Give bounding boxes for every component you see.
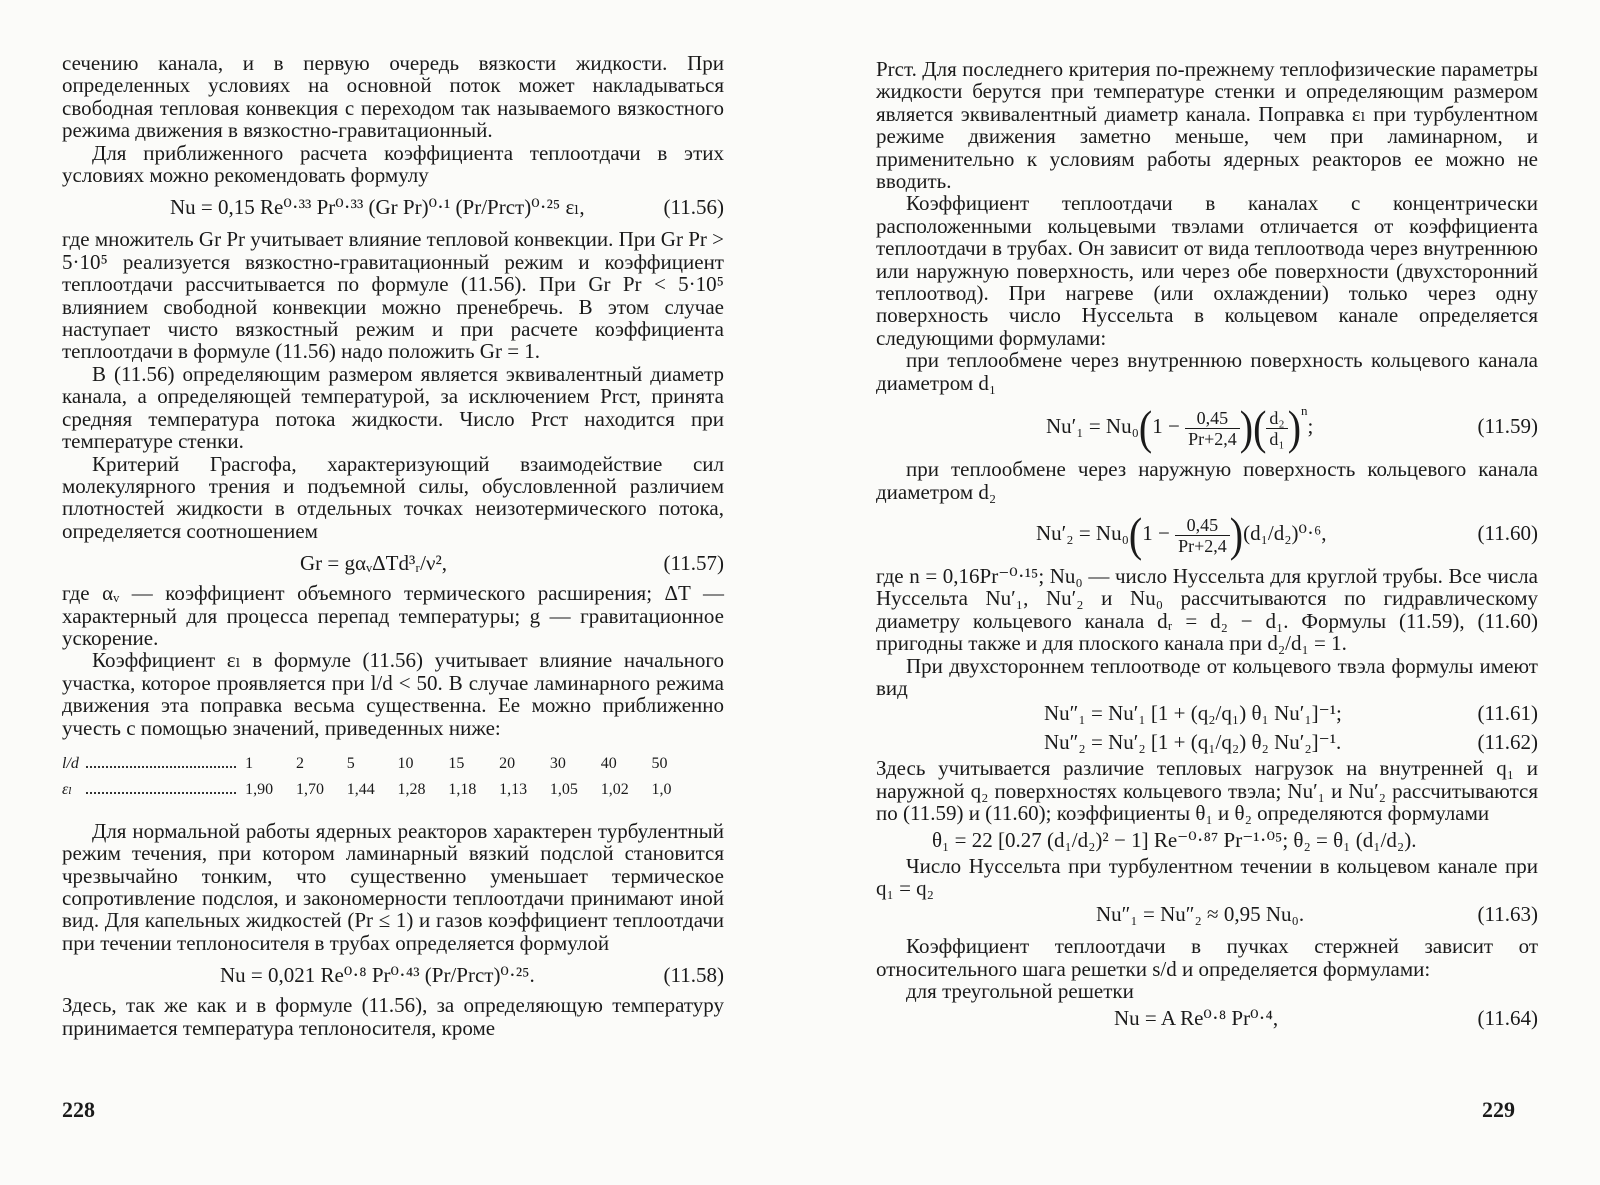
equation-formula: Nu″₂ = Nu′₂ [1 + (q₁/q₂) θ₂ Nu′₂]⁻¹.	[1044, 730, 1342, 755]
equation-11-61	[876, 699, 1538, 727]
equation-formula: Gr = gαᵥΔTd³ᵣ/ν²,	[300, 551, 447, 576]
numerator: 0,45	[1175, 515, 1230, 536]
table-cell: 1	[245, 754, 254, 772]
table-cell: 1,44	[346, 781, 375, 799]
table-cell: 1,02	[600, 781, 629, 799]
equation-number: (11.56)	[663, 195, 724, 220]
paragraph: Здесь учитывается различие тепловых нагрузок на внутренней q₁ и наружной q₂ поверхностях кольцевого твэла; Nu′₁ и Nu′₂ рассчитываются по (11.59) и (11.60); коэффициенты θ₁ и θ₂ определяются формулами	[876, 756, 1538, 826]
denominator: d₁	[1269, 428, 1285, 449]
equation-number: (11.64)	[1477, 1005, 1538, 1030]
table-cell: 1,05	[549, 781, 578, 799]
fraction	[1266, 408, 1287, 449]
paragraph: сечению канала, и в первую очередь вязкости жидкости. При определенных условиях на основной поток может накладываться свободная тепловая конвекция с переходом так называемого вязкостного режима движения в вязкостно-гравитационный.	[62, 51, 724, 143]
paragraph: Критерий Грасгофа, характеризующий взаимодействие сил молекулярного трения и подъемной силы, обусловленной различием плотностей жидкости в отдельных точках неизотермического потока, определяется соотношением	[62, 451, 724, 543]
table-cell: 30	[549, 754, 566, 772]
paragraph: В (11.56) определяющим размером является эквивалентный диаметр канала, а определяющей температурой, за исключением Prст, принята средняя температура потока жидкости. Число Prст находится при температуре стенки.	[62, 361, 724, 454]
equation-formula: Nu″₁ = Nu′₁ [1 + (q₂/q₁) θ₁ Nu′₁]⁻¹;	[1044, 701, 1342, 726]
paragraph: где n = 0,16Pr⁻⁰·¹⁵; Nu₀ — число Нуссельта для круглой трубы. Все числа Нуссельта Nu′₁, Nu′₂ и Nu₀ рассчитываются по гидравлическому диаметру кольцевого канала dᵣ = d₂ − d₁. Формулы (11.59), (11.60) пригодны также и для плоского канала при d₂/d₁ = 1.	[876, 563, 1538, 656]
equation-formula: θ₁ = 22 [0.27 (d₁/d₂)² − 1] Re⁻⁰·⁸⁷ Pr⁻¹·⁰⁵; θ₂ = θ₁ (d₁/d₂).	[932, 827, 1417, 852]
denominator: Pr+2,4	[1178, 535, 1227, 556]
equation-formula: Nu = 0,15 Re⁰·³³ Pr⁰·³³ (Gr Pr)⁰·¹ (Pr/Prст)⁰·²⁵ εₗ,	[170, 195, 585, 220]
equation-11-64	[876, 1003, 1538, 1033]
equation-number: (11.63)	[1477, 902, 1538, 927]
paragraph: Здесь, так же как и в формуле (11.56), за определяющую температуру принимается температура теплоносителя, кроме	[62, 993, 724, 1040]
equation-11-57	[62, 548, 724, 578]
table-cell: 15	[448, 754, 465, 772]
equation-11-62	[876, 727, 1538, 757]
paragraph: при теплообмене через наружную поверхность кольцевого канала диаметром d₂	[876, 457, 1538, 504]
table-cell: 2	[295, 754, 304, 772]
equation-formula: Nu′₂ = Nu₀(1 − $\frac{0,45}{Pr+2,4}$ )(d₁/d₂)⁰·⁶,	[1036, 507, 1327, 562]
equation-lhs: Nu′₂ = Nu₀	[1036, 520, 1129, 545]
row-label: εₗ	[62, 781, 73, 799]
table-cell: 1,70	[295, 781, 324, 799]
table-cell: 5	[346, 754, 355, 772]
equation-11-60	[876, 505, 1538, 561]
page-number: 229	[1482, 1097, 1515, 1122]
leader-dots	[86, 777, 246, 803]
paragraph: Для приближенного расчета коэффициента теплоотдачи в этих условиях можно рекомендовать формулу	[62, 140, 724, 188]
table-cell: 20	[499, 754, 516, 772]
fraction	[1175, 515, 1230, 556]
table-cell: 1,13	[499, 781, 528, 799]
equation-11-59	[876, 398, 1538, 454]
equation-number: (11.59)	[1477, 414, 1538, 439]
equation-number: (11.60)	[1477, 520, 1538, 545]
equation-number: (11.61)	[1477, 701, 1538, 726]
equation-formula: Nu″₁ = Nu″₂ ≈ 0,95 Nu₀.	[1096, 902, 1305, 927]
paragraph: для треугольной решетки	[906, 979, 1134, 1004]
table-cell: 40	[600, 754, 617, 772]
table-cell: 50	[651, 754, 668, 772]
numerator: 0,45	[1185, 408, 1240, 429]
equation-formula: Nu′₁ = Nu₀(1 − $\frac{0,45}{Pr+2,4}$ )( $\frac{\text{d₂}}{\text{d₁}}$ )$^n$;	[1046, 400, 1314, 455]
table-row	[62, 777, 702, 803]
paragraph: При двухстороннем теплоотводе от кольцевого твэла формулы имеют вид	[876, 653, 1538, 700]
table-cell: 1,90	[245, 781, 274, 799]
paragraph: где множитель Gr Pr учитывает влияние тепловой конвекции. При Gr Pr > 5·10⁵ реализуется вязкостно-гравитационный режим и коэффициент теплоотдачи рассчитывается по формуле (11.56). При Gr Pr < 5·10⁵ влиянием свободной конвекции можно пренебречь. В этом случае наступает чисто вязкостный режим и при расчете коэффициента теплоотдачи в формуле (11.56) надо положить Gr = 1.	[62, 227, 724, 364]
leader-dots	[86, 751, 246, 777]
right-page	[800, 0, 1600, 1185]
equation-formula: Nu = A Re⁰·⁸ Pr⁰·⁴,	[1114, 1005, 1279, 1030]
table-cell: 10	[397, 754, 414, 772]
equation-theta	[876, 825, 1538, 855]
equation-number: (11.58)	[663, 963, 724, 988]
left-column	[62, 52, 724, 1039]
equation-formula: Nu = 0,021 Re⁰·⁸ Pr⁰·⁴³ (Pr/Prст)⁰·²⁵.	[220, 963, 535, 988]
paragraph: при теплообмене через внутреннюю поверхность кольцевого канала диаметром d₁	[876, 348, 1538, 395]
paragraph: где αᵥ — коэффициент объемного термического расширения; ΔT — характерный для процесса перепад температуры; g — гравитационное ускорение.	[62, 581, 724, 650]
page-number: 228	[62, 1097, 95, 1122]
equation-end: ;	[1307, 414, 1314, 439]
denominator: Pr+2,4	[1188, 428, 1237, 449]
equation-tail: (d₁/d₂)⁰·⁶,	[1243, 520, 1327, 545]
table-cell: 1,18	[448, 781, 477, 799]
equation-number: (11.62)	[1477, 730, 1538, 755]
exponent: n	[1301, 403, 1308, 419]
paragraph: Коэффициент εₗ в формуле (11.56) учитывает влияние начального участка, которое проявляется при l/d < 50. В случае ламинарного режима движения эта поправка весьма существенна. Ее можно приближенно учесть с помощью значений, приведенных ниже:	[62, 648, 724, 740]
table-row	[62, 751, 702, 777]
paragraph: Коэффициент теплоотдачи в пучках стержней зависит от относительного шага решетки s/d и определяется формулами:	[876, 934, 1538, 981]
equation-11-58	[62, 960, 724, 990]
paragraph: Для нормальной работы ядерных реакторов характерен турбулентный режим течения, при котором ламинарный вязкий подслой становится чрезвычайно тонким, что существенно уменьшает термическое сопротивление подслоя, и закономерности теплоотдачи принимают иной вид. Для капельных жидкостей (Pr ≤ 1) и газов коэффициент теплоотдачи при течении теплоносителя в трубах определяется формулой	[62, 818, 724, 955]
paragraph: Число Нуссельта при турбулентном течении в кольцевом канале при q₁ = q₂	[876, 853, 1538, 900]
numerator: d₂	[1266, 408, 1287, 429]
paragraph: Коэффициент теплоотдачи в каналах с концентрически расположенными кольцевыми твэлами отличается от коэффициента теплоотдачи в трубах. Он зависит от вида теплоотвода через внутреннюю или наружную поверхность, или через обе поверхности (двухсторонний теплоотвод). При нагреве (или охлаждении) только через одну поверхность число Нуссельта в кольцевом канале определяется следующими формулами:	[876, 191, 1538, 350]
equation-number: (11.57)	[663, 551, 724, 576]
row-label: l/d	[62, 754, 79, 772]
equation-11-56	[62, 192, 724, 222]
fraction	[1185, 408, 1240, 449]
equation-11-63	[876, 899, 1538, 929]
equation-lhs: Nu′₁ = Nu₀	[1046, 414, 1139, 439]
entrance-correction-table	[62, 751, 702, 804]
left-page	[0, 0, 790, 1185]
table-cell: 1,28	[397, 781, 426, 799]
right-column	[876, 58, 1538, 1033]
table-cell: 1,0	[651, 781, 672, 799]
paragraph: Prст. Для последнего критерия по-прежнему теплофизические параметры жидкости берутся при температуре стенки и определяющим размером является эквивалентный диаметр канала. Поправка εₗ при турбулентном режиме движения заметно меньше, чем при ламинарном, и применительно к условиям работы ядерных реакторов ее можно не вводить.	[876, 57, 1538, 194]
